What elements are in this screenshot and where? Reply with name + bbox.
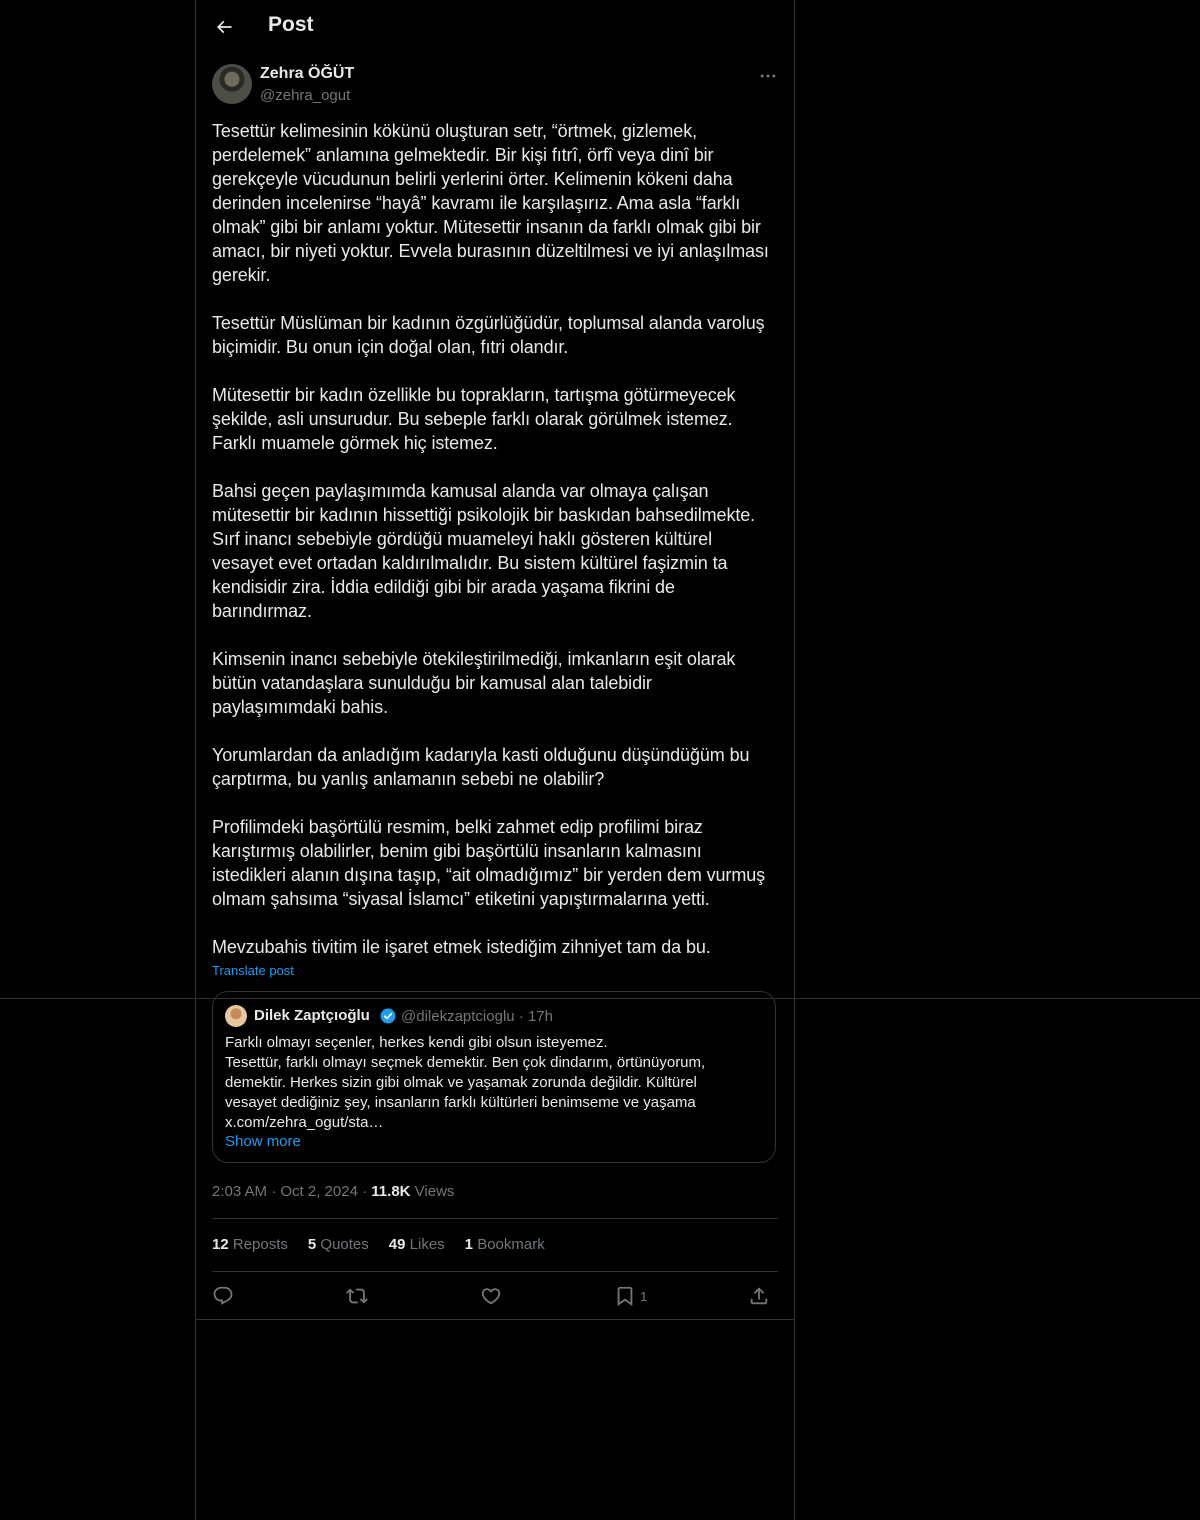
- quotes-count: 5: [307, 1236, 317, 1253]
- post-bottom-border: [196, 1319, 794, 1320]
- bookmarks-stat[interactable]: [465, 1236, 545, 1253]
- bookmark-button[interactable]: [614, 1282, 647, 1310]
- bookmarks-count: 1: [464, 1236, 474, 1253]
- quotes-stat[interactable]: [308, 1236, 369, 1253]
- post-header: [196, 0, 794, 54]
- likes-label: Likes: [409, 1236, 445, 1253]
- quoted-author-meta: @dilekzaptcioglu · 17h: [401, 1008, 553, 1025]
- arrow-left-icon: [214, 17, 234, 37]
- quotes-label: Quotes: [320, 1236, 369, 1253]
- more-horizontal-icon: [758, 66, 778, 86]
- more-options-button[interactable]: [756, 64, 780, 88]
- show-more-link[interactable]: Show more: [225, 1133, 301, 1150]
- heart-icon: [480, 1285, 502, 1307]
- verified-badge-icon: [379, 1007, 397, 1025]
- bookmark-icon: [614, 1285, 636, 1307]
- author-handle[interactable]: @zehra_ogut: [260, 87, 351, 104]
- views-count: 11.8K: [371, 1183, 411, 1200]
- stats-divider: [212, 1271, 778, 1272]
- quoted-author-handle: @dilekzaptcioglu: [401, 1008, 515, 1025]
- post-date[interactable]: Oct 2, 2024: [280, 1183, 358, 1200]
- repost-button[interactable]: [346, 1282, 368, 1310]
- reposts-stat[interactable]: [212, 1236, 288, 1253]
- likes-count: 49: [388, 1236, 406, 1253]
- share-button[interactable]: [748, 1282, 770, 1310]
- main-column: [195, 0, 795, 1520]
- quoted-author-name: Dilek Zaptçıoğlu: [254, 1007, 370, 1024]
- post-text: Tesettür kelimesinin kökünü oluşturan setr, “örtmek, gizlemek, perdelemek” anlamına gelmektedir. Bir kişi fıtrî, örfî veya dinî bir gerekçeyle vücudunun belirli yerlerini örter. Kelimenin kökeni daha derinden incelenirse “hayâ” kavramı ile karşılaşırız. Ama asla “farklı olmak” gibi bir anlamı yoktur. Mütesettir insanın da farklı olmak gibi bir amacı, bir niyeti yoktur. Evvela burasının düzeltilmesi ve iyi anlaşılması gerekir. Tesettür Müslüman bir kadının özgürlüğüdür, toplumsal alanda varoluş biçimidir. Bu onun için doğal olan, fıtri olandır. Mütesettir bir kadın özellikle bu toprakların, tartışma götürmeyecek şekilde, asli unsurudur. Bu sebeple farklı olarak görülmek istemez. Farklı muamele görmek hiç istemez. Bahsi geçen paylaşımımda kamusal alanda var olmaya çalışan mütesettir bir kadının hissettiği psikolojik bir baskıdan bahsedilmekte. Sırf inancı sebebiyle gördüğü muameleyi haklı gösteren kültürel vesayet evet ortadan kaldırılmalıdır. Bu sistem kültürel faşizmin ta kendisidir zira. İddia edildiği gibi bir arada yaşama fikrini de barındırmaz. Kimsenin inancı sebebiyle ötekileştirilmediği, imkanların eşit olarak bütün vatandaşlara sunulduğu bir kamusal alan talebidir paylaşımımdaki bahis. Yorumlardan da anladığım kadarıyla kasti olduğunu düşündüğüm bu çarptırma, bu yanlış anlamanın sebebi ne olabilir? Profilimdeki başörtülü resmim, belki zahmet edip profilimi biraz karıştırmış olabilirler, benim gibi başörtülü insanların kalmasını istedikleri alanın dışına taşıp, “ait olmadığımız” bir yerden dem vurmuş olmam şahsıma “siyasal İslamcı” etiketini yapıştırmalarına yetti. Mevzubahis tivitim ile işaret etmek istediğim zihniyet tam da bu.: [212, 121, 769, 957]
- repost-icon: [346, 1285, 368, 1307]
- quoted-post[interactable]: [212, 991, 776, 1163]
- post-meta: 2:03 AM · Oct 2, 2024 · 11.8K Views: [212, 1183, 455, 1200]
- engagement-stats: [212, 1236, 565, 1253]
- views-label: Views: [414, 1183, 455, 1200]
- quoted-post-text: Farklı olmayı seçenler, herkes kendi gibi olsun isteyemez. Tesettür, farklı olmayı seçmek demektir. Ben çok dindarım, örtünüyorum, demektir. Herkes sizin gibi olmak ve yaşamak zorunda değildir. Kültürel vesayet dediğiniz şey, insanların farklı kültürleri benimseme ve yaşama x.com/zehra_ogut/sta…: [225, 1034, 706, 1131]
- translate-post-link[interactable]: Translate post: [212, 963, 294, 978]
- likes-stat[interactable]: [389, 1236, 445, 1253]
- bookmarks-label: Bookmark: [477, 1236, 545, 1253]
- back-button[interactable]: [208, 11, 240, 43]
- reply-icon: [212, 1285, 234, 1307]
- like-button[interactable]: [480, 1282, 502, 1310]
- quoted-post-age: 17h: [527, 1008, 553, 1025]
- page-title: Post: [268, 13, 314, 36]
- author-name[interactable]: Zehra ÖĞÜT: [260, 65, 355, 82]
- share-icon: [748, 1285, 770, 1307]
- reply-button[interactable]: [212, 1282, 234, 1310]
- author-avatar[interactable]: [212, 64, 252, 104]
- post-time[interactable]: 2:03 AM: [212, 1183, 268, 1200]
- reposts-count: 12: [212, 1236, 229, 1253]
- meta-divider: [212, 1218, 778, 1219]
- bookmark-count: 1: [640, 1288, 648, 1304]
- action-bar: [212, 1282, 778, 1310]
- reposts-label: Reposts: [232, 1236, 288, 1253]
- quoted-author-avatar: [225, 1005, 247, 1027]
